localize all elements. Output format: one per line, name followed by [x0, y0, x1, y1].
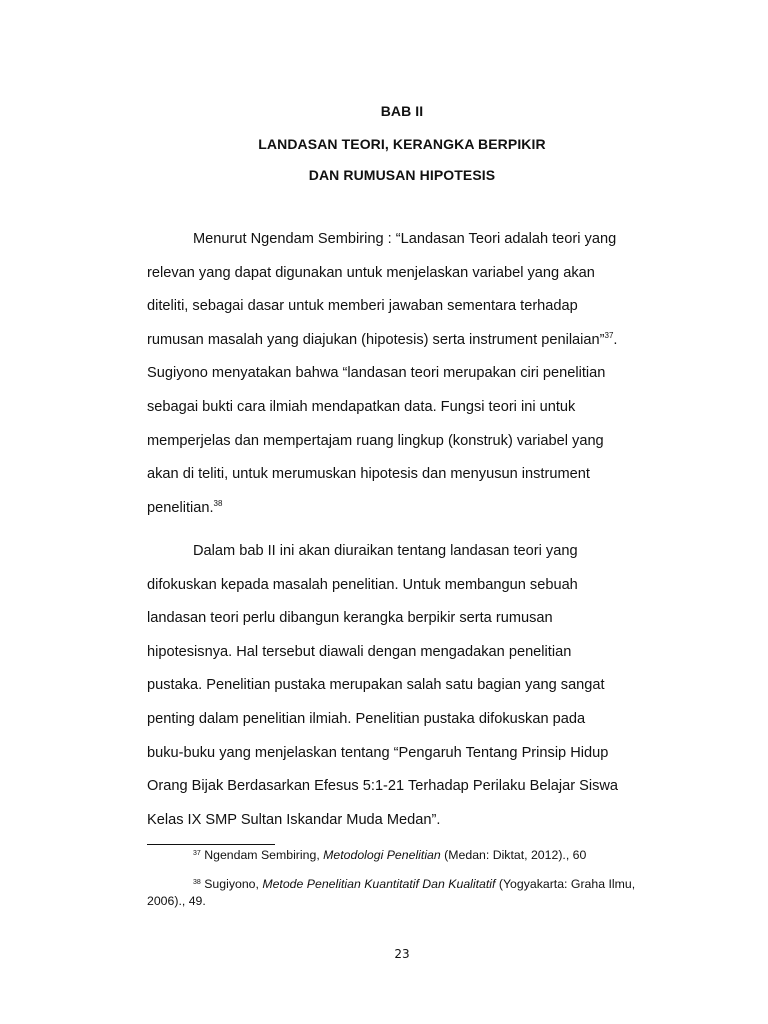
paragraph-line: landasan teori perlu dibangun kerangka berpikir serta rumusan — [147, 610, 553, 627]
paragraph-line: relevan yang dapat digunakan untuk menjelaskan variabel yang akan — [147, 264, 595, 281]
footnote-number: 38 — [193, 879, 201, 886]
sentence-end: . — [613, 331, 618, 348]
paragraph-line: Kelas IX SMP Sultan Iskandar Muda Medan”. — [147, 811, 441, 828]
paragraph-line: diteliti, sebagai dasar untuk memberi jawaban sementara terhadap — [147, 298, 578, 315]
paragraph-1 — [147, 223, 657, 525]
paragraph-line: hipotesisnya. Hal tersebut diawali dengan mengadakan penelitian — [147, 643, 572, 660]
paragraph-line: sebagai bukti cara ilmiah mendapatkan data. Fungsi teori ini untuk — [147, 398, 576, 415]
paragraph-line-text: penelitian. — [147, 499, 214, 516]
footnote-continuation: 2006)., 49. — [147, 894, 206, 908]
paragraph-line: Dalam bab II ini akan diuraikan tentang landasan teori yang — [193, 543, 578, 559]
footnote-publication: (Yogyakarta: Graha Ilmu, — [498, 877, 636, 891]
footnote-publication: (Medan: Diktat, 2012)., 60 — [444, 848, 587, 862]
footnote-text — [147, 847, 667, 864]
chapter-title-line-2: DAN RUMUSAN HIPOTESIS — [308, 167, 496, 183]
paragraph-line-text: rumusan masalah yang diajukan (hipotesis) serta instrument penilaian” — [147, 331, 605, 348]
paragraph-line — [147, 324, 657, 358]
footnote-author: Sugiyono, — [204, 877, 259, 891]
footnote-ref-38: 38 — [213, 498, 223, 508]
paragraph-line: akan di teliti, untuk merumuskan hipotesis dan menyusun instrument — [147, 466, 590, 483]
footnote-author: Ngendam Sembiring, — [204, 848, 320, 862]
paragraph-2 — [147, 535, 657, 837]
footnote-separator — [147, 844, 275, 845]
chapter-title-line-1: LANDASAN TEORI, KERANGKA BERPIKIR — [258, 136, 546, 152]
footnote-37 — [147, 847, 667, 864]
paragraph-line: Sugiyono menyatakan bahwa “landasan teori merupakan ciri penelitian — [147, 365, 606, 382]
footnote-text — [147, 876, 667, 893]
paragraph-line: pustaka. Penelitian pustaka merupakan salah satu bagian yang sangat — [147, 677, 605, 694]
paragraph-line: Orang Bijak Berdasarkan Efesus 5:1-21 Terhadap Perilaku Belajar Siswa — [147, 778, 619, 795]
paragraph-line: Menurut Ngendam Sembiring : “Landasan Teori adalah teori yang — [193, 231, 617, 247]
footnote-book-title: Metode Penelitian Kuantitatif Dan Kualitatif — [262, 877, 496, 891]
footnote-number: 37 — [193, 850, 201, 857]
footnote-ref-37: 37 — [604, 330, 614, 340]
chapter-number: BAB II — [380, 103, 424, 119]
paragraph-line: memperjelas dan mempertajam ruang lingkup (konstruk) variabel yang — [147, 432, 604, 449]
paragraph-line: difokuskan kepada masalah penelitian. Untuk membangun sebuah — [147, 576, 578, 593]
paragraph-line: penting dalam penelitian ilmiah. Penelitian pustaka difokuskan pada — [147, 710, 586, 727]
page-number: 23 — [394, 947, 410, 961]
paragraph-line: buku-buku yang menjelaskan tentang “Pengaruh Tentang Prinsip Hidup — [147, 744, 609, 761]
footnote-book-title: Metodologi Penelitian — [323, 848, 441, 862]
footnote-38 — [147, 876, 667, 910]
paragraph-line — [147, 492, 657, 526]
